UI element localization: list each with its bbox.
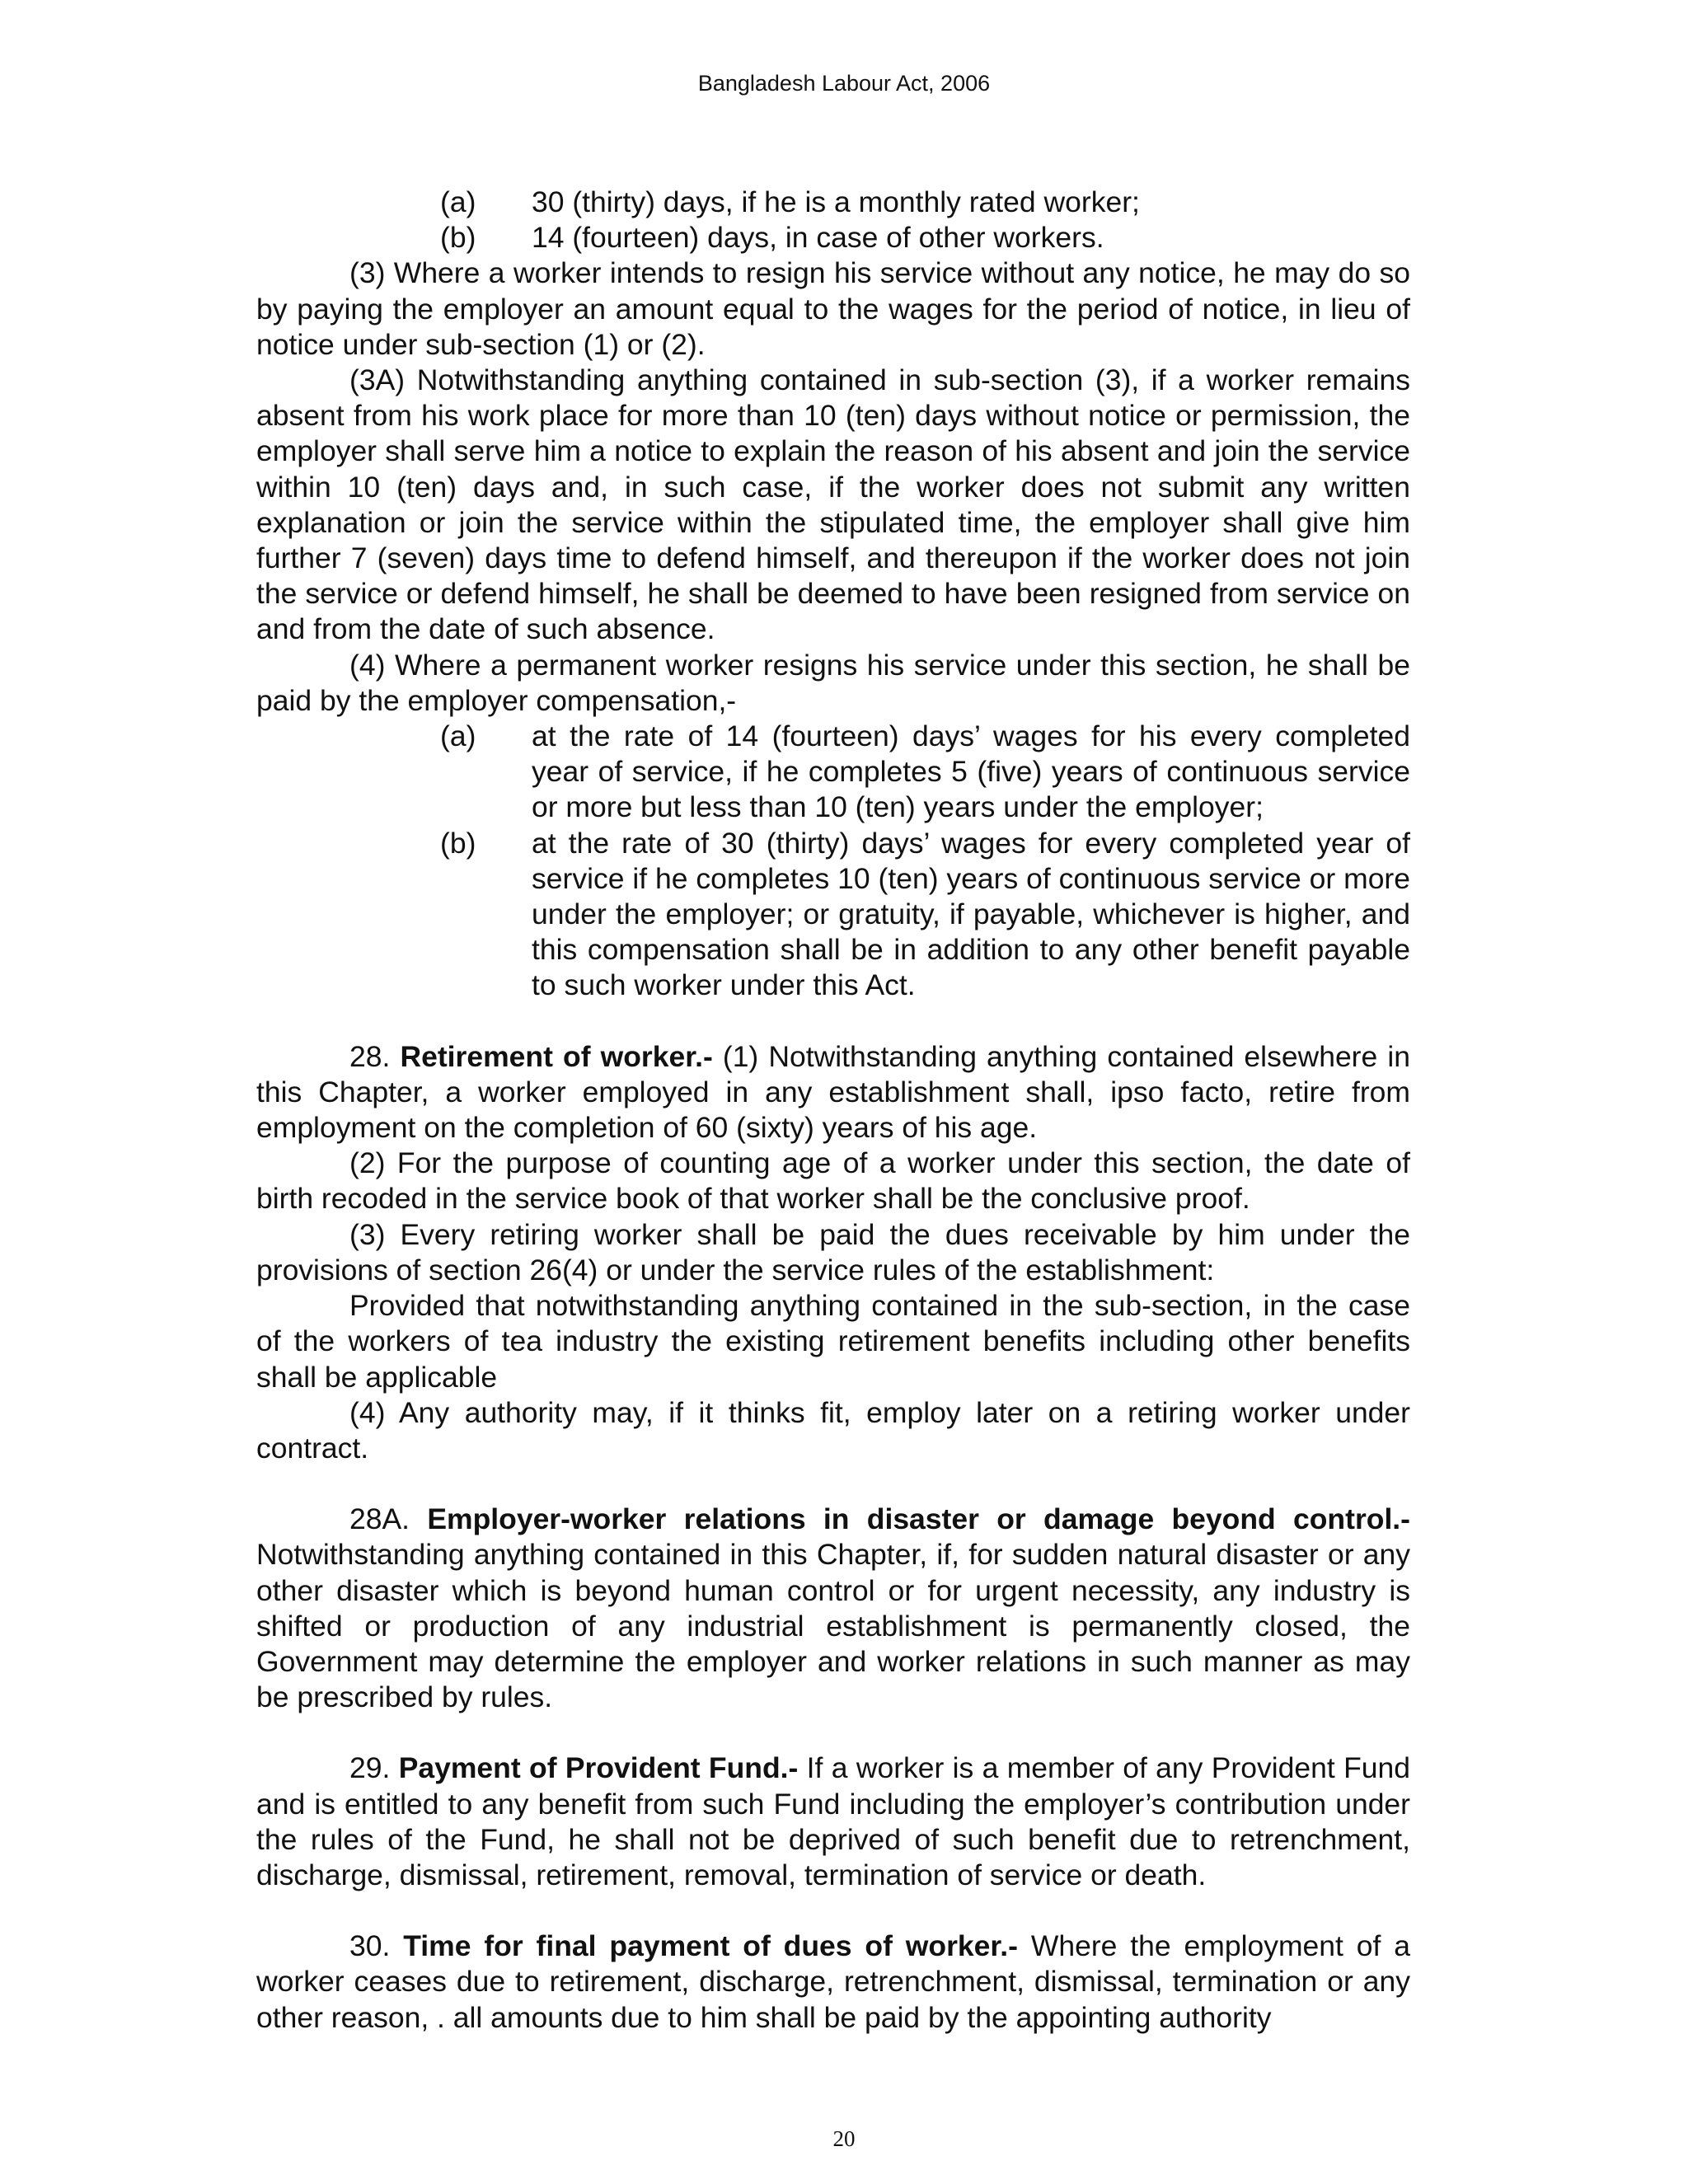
subsection-4: (4) Where a permanent worker resigns his service under this section, he shall be paid by the employer compensation,- — [256, 648, 1410, 717]
page-number: 20 — [832, 2126, 856, 2151]
section-text: Notwithstanding anything contained in this Chapter, if, for sudden natural disaster or any other disaster which is beyond human control or for urgent necessity, any industry is shifted or production of any industrial establishment is permanently closed, the Government may determine the employer and worker relations in such manner as may be prescribed by rules. — [256, 1538, 1410, 1714]
running-header: Bangladesh Labour Act, 2006 — [697, 71, 991, 96]
section-28-proviso: Provided that notwithstanding anything contained in the sub-section, in the case of the workers of tea industry the existing retirement benefits including other benefits shall be applicable — [256, 1289, 1410, 1394]
list-item — [256, 826, 1410, 1004]
section-28-subsection-4: (4) Any authority may, if it thinks fit, employ later on a retiring worker under contract. — [256, 1395, 1410, 1465]
list-item — [256, 220, 1410, 255]
section-heading: Payment of Provident Fund.- — [398, 1751, 799, 1785]
section-28-subsection-2: (2) For the purpose of counting age of a worker under this section, the date of birth recoded in the service book of that worker shall be the conclusive proof. — [256, 1146, 1410, 1216]
item-text: at the rate of 30 (thirty) days’ wages for every completed year of service if he completes 10 (ten) years of continuous service or more under the employer; or gratuity, if payable, whichever is higher, and this compensation shall be in addition to any other benefit payable to such worker under this Act. — [532, 826, 1410, 1002]
section-number: 30. — [349, 1929, 391, 1963]
section-28 — [256, 1039, 1410, 1146]
section-28a — [256, 1502, 1410, 1715]
section-heading: Employer-worker relations in disaster or damage beyond control.- — [427, 1502, 1410, 1536]
section-number: 28A. — [349, 1502, 410, 1536]
section-number: 29. — [349, 1751, 391, 1785]
item-text: at the rate of 14 (fourteen) days’ wages for his every completed year of service, if he completes 5 (five) years of continuous service or more but less than 10 (ten) years under the employer; — [532, 719, 1410, 824]
item-label: (a) — [440, 185, 476, 218]
list-item — [256, 719, 1410, 826]
section-heading: Retirement of worker.- — [400, 1039, 713, 1073]
page-content — [256, 185, 1410, 2036]
item-text: 14 (fourteen) days, in case of other workers. — [532, 221, 1104, 255]
section-28-subsection-3: (3) Every retiring worker shall be paid the dues receivable by him under the provisions of section 26(4) or under the service rules of the establishment: — [256, 1217, 1410, 1286]
section-30 — [256, 1929, 1410, 2036]
item-label: (b) — [440, 826, 476, 860]
item-text: 30 (thirty) days, if he is a monthly rated worker; — [532, 185, 1140, 218]
section-text: If a worker is a member of any Provident Fund and is entitled to any benefit from such Fund including the employer’s contribution under the rules of the Fund, he shall not be deprived of such benefit due to retrenchment, discharge, dismissal, retirement, removal, termination of service or death. — [256, 1751, 1410, 1891]
subsection-3: (3) Where a worker intends to resign his service without any notice, he may do so by paying the employer an amount equal to the wages for the period of notice, in lieu of notice under sub-section (1) or (2). — [256, 256, 1410, 361]
section-29 — [256, 1750, 1410, 1893]
item-label: (a) — [440, 719, 476, 753]
subsection-3a: (3A) Notwithstanding anything contained in sub-section (3), if a worker remains absent from his work place for more than 10 (ten) days without notice or permission, the employer shall serve him a notice to explain the reason of his absent and join the service within 10 (ten) days and, in such case, if the worker does not submit any written explanation or join the service within the stipulated time, the employer shall give him further 7 (seven) days time to defend himself, and thereupon if the worker does not join the service or defend himself, he shall be deemed to have been resigned from service on and from the date of such absence. — [256, 363, 1410, 646]
list-item — [256, 185, 1410, 220]
section-text: Where the employment of a worker ceases due to retirement, discharge, retrenchment, dismissal, termination or any other reason, . all amounts due to him shall be paid by the appointing authority — [256, 1929, 1410, 2034]
section-text: (1) Notwithstanding anything contained elsewhere in this Chapter, a worker employed in any establishment shall, ipso facto, retire from employment on the completion of 60 (sixty) years of his age. — [256, 1039, 1410, 1145]
section-number: 28. — [349, 1039, 391, 1073]
section-heading: Time for final payment of dues of worker.- — [403, 1929, 1018, 1963]
item-label: (b) — [440, 221, 476, 255]
